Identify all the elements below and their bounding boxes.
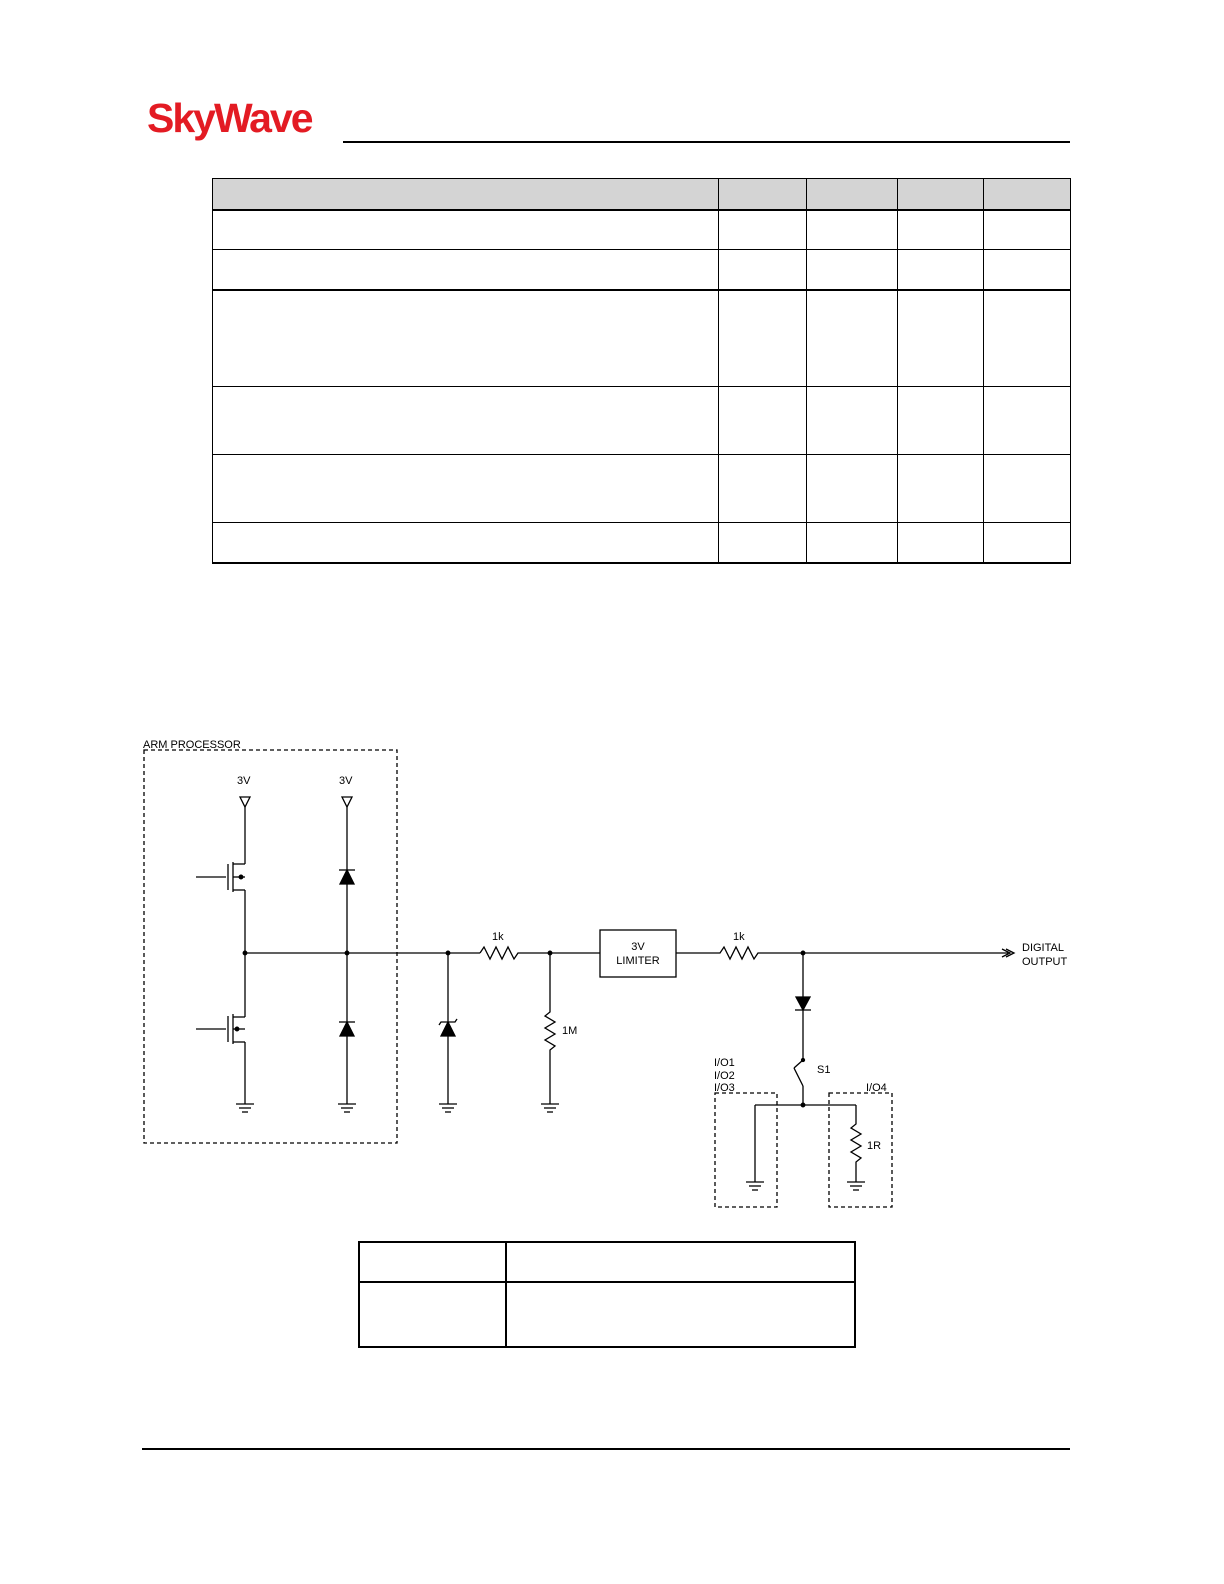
ground-icon <box>338 1104 356 1112</box>
io-label-1: I/O1 <box>714 1057 735 1069</box>
table-cell <box>506 1242 855 1282</box>
resistor-pulldown-label: 1M <box>562 1025 578 1037</box>
ground-icon <box>847 1182 865 1190</box>
supply-arrow-icon <box>240 797 250 807</box>
mosfet-upper-icon <box>196 807 245 1017</box>
diode-upper-icon <box>339 870 355 884</box>
ground-icon <box>541 1104 559 1112</box>
limiter-label-1: 3V <box>631 941 645 953</box>
diode-lower-icon <box>339 1022 355 1036</box>
footer-rule <box>142 1448 1070 1450</box>
zener-diode-icon <box>439 1019 457 1036</box>
switch-label: S1 <box>817 1064 831 1076</box>
resistor-icon <box>480 947 550 959</box>
resistor-2-label: 1k <box>733 931 745 943</box>
legend-table <box>358 1241 856 1348</box>
table-cell <box>359 1242 506 1282</box>
resistor-icon <box>676 947 803 959</box>
ground-icon <box>746 1182 764 1190</box>
supply-label-left: 3V <box>237 775 251 787</box>
table-row <box>359 1282 855 1347</box>
output-label-1: DIGITAL <box>1022 942 1064 954</box>
table-cell <box>359 1282 506 1347</box>
limiter-label-2: LIMITER <box>616 955 660 967</box>
resistor-load-label: 1R <box>867 1140 882 1152</box>
switch-icon <box>794 1059 805 1106</box>
resistor-pulldown-icon <box>545 953 555 1104</box>
ground-icon <box>236 1104 254 1112</box>
supply-label-right: 3V <box>339 775 353 787</box>
io-label-4: I/O4 <box>866 1082 887 1094</box>
mosfet-lower-icon <box>196 1014 245 1104</box>
resistor-load-icon <box>851 1105 861 1182</box>
resistor-1-label: 1k <box>492 931 504 943</box>
processor-boundary <box>144 750 397 1143</box>
io-group-2-boundary <box>829 1093 892 1207</box>
output-label-2: OUTPUT <box>1022 956 1068 968</box>
supply-arrow-icon <box>342 797 352 807</box>
table-cell <box>506 1282 855 1347</box>
table-row <box>359 1242 855 1282</box>
logo-text: SkyWave <box>147 95 312 141</box>
io-label-2: I/O2 <box>714 1070 735 1082</box>
processor-label: ARM PROCESSOR <box>143 739 241 751</box>
io-label-3: I/O3 <box>714 1082 735 1094</box>
limiter-block <box>600 930 676 977</box>
diode-output-icon <box>795 997 811 1010</box>
ground-icon <box>439 1104 457 1112</box>
io-group-1-boundary <box>715 1093 777 1207</box>
